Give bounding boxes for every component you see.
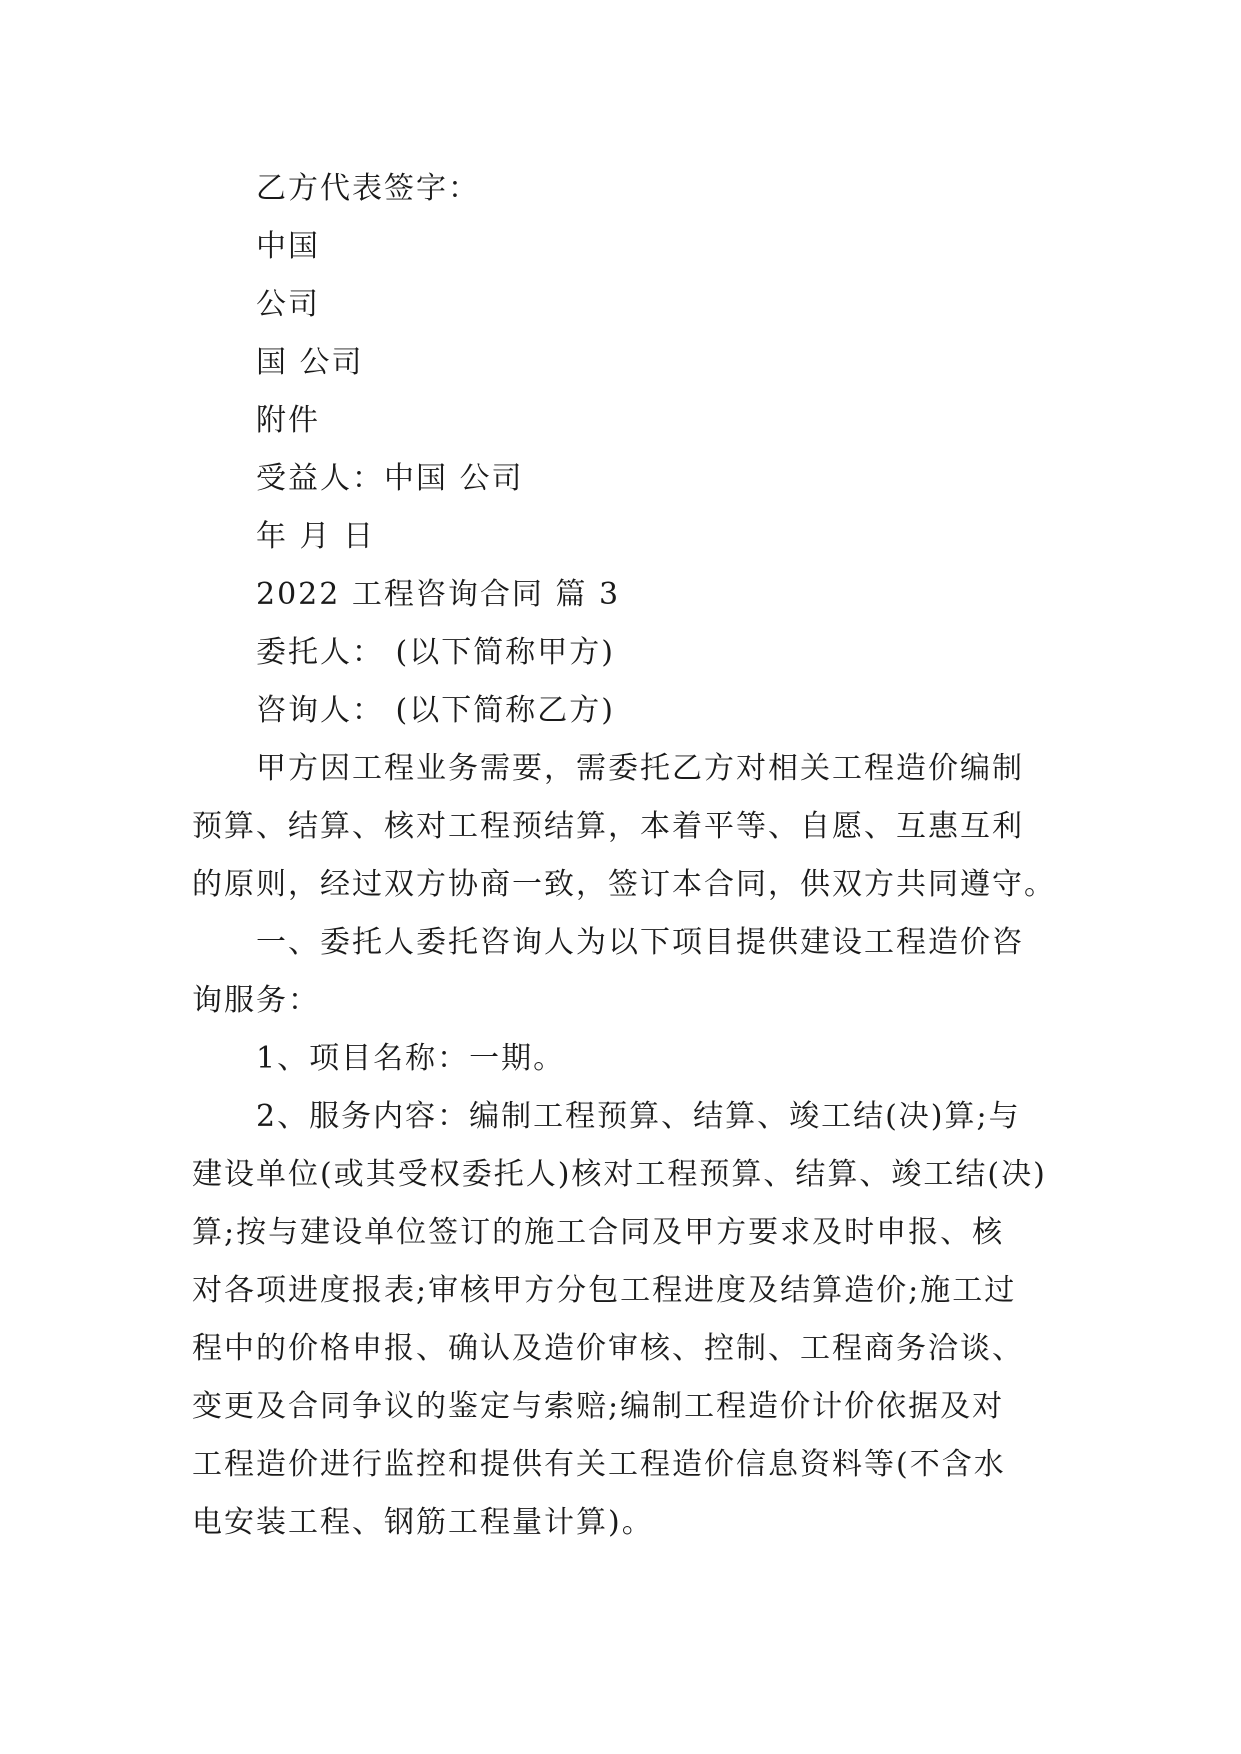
consultant-line: 咨询人： (以下简称乙方)	[256, 693, 615, 728]
paragraph-line: 对各项进度报表;审核甲方分包工程进度及结算造价;施工过	[192, 1273, 1017, 1308]
text-line: 中国	[256, 229, 320, 264]
paragraph-service-content	[192, 1088, 1050, 1552]
paragraph-project-name	[192, 1030, 1050, 1088]
paragraph-line: 建设单位(或其受权委托人)核对工程预算、结算、竣工结(决)	[192, 1157, 1047, 1192]
beneficiary-line: 受益人：中国 公司	[256, 461, 524, 496]
paragraph-line: 算;按与建设单位签订的施工合同及甲方要求及时申报、核	[192, 1215, 1005, 1250]
client-line: 委托人： (以下简称甲方)	[256, 635, 615, 670]
paragraph-line: 工程造价进行监控和提供有关工程造价信息资料等(不含水	[192, 1447, 1006, 1482]
paragraph-line: 电安装工程、钢筋工程量计算)。	[192, 1505, 654, 1540]
section-title: 2022 工程咨询合同 篇 3	[256, 577, 621, 612]
date-line: 年 月 日	[256, 519, 376, 554]
paragraph-line: 询服务：	[192, 983, 320, 1018]
attachment-heading: 附件	[256, 403, 320, 438]
text-line: 公司	[256, 287, 320, 322]
paragraph-line: 变更及合同争议的鉴定与索赔;编制工程造价计价依据及对	[192, 1389, 1005, 1424]
paragraph-clause-1	[192, 914, 1050, 1030]
paragraph-line: 甲方因工程业务需要，需委托乙方对相关工程造价编制	[256, 751, 1024, 786]
text-line: 国 公司	[256, 345, 364, 380]
paragraph-intro	[192, 740, 1056, 914]
paragraph-line: 程中的价格申报、确认及造价审核、控制、工程商务洽谈、	[192, 1331, 1024, 1366]
paragraph-line: 预算、结算、核对工程预结算，本着平等、自愿、互惠互利	[192, 809, 1024, 844]
paragraph-line: 1、项目名称：一期。	[256, 1041, 566, 1076]
paragraph-line: 的原则，经过双方协商一致，签订本合同，供双方共同遵守。	[192, 867, 1056, 902]
paragraph-line: 一、委托人委托咨询人为以下项目提供建设工程造价咨	[256, 925, 1024, 960]
signature-line: 乙方代表签字：	[256, 171, 480, 206]
document-page	[192, 160, 1056, 1552]
paragraph-line: 2、服务内容：编制工程预算、结算、竣工结(决)算;与	[256, 1099, 1021, 1134]
